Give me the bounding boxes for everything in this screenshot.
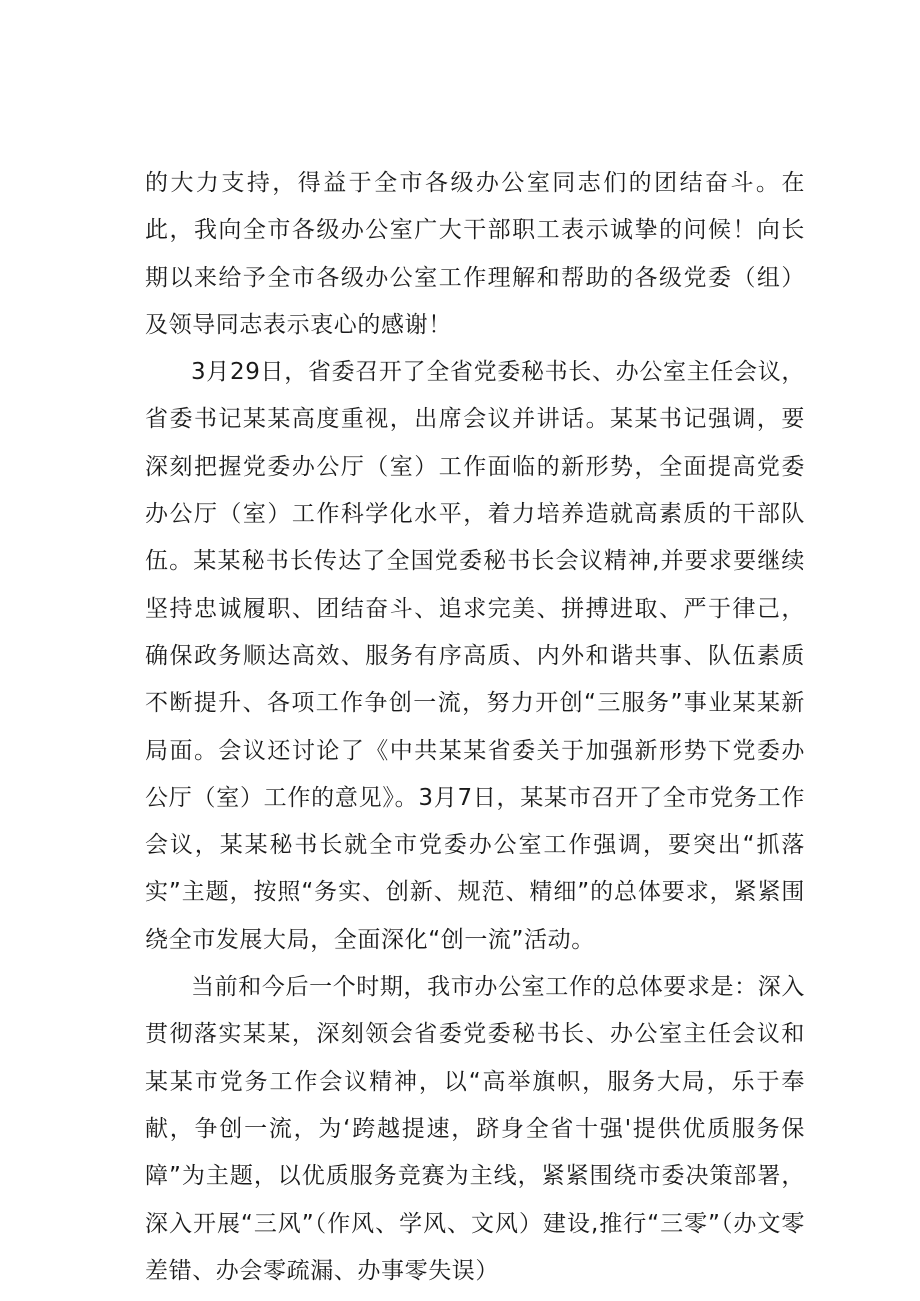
paragraph-2: 3月29日，省委召开了全省党委秘书长、办公室主任会议，省委书记某某高度重视，出席会议并讲话。某某书记强调，要深刻把握党委办公厅（室）工作面临的新形势，全面提高党委办公厅（室）工作科学化水平，着力培养造就高素质的干部队伍。某某秘书长传达了全国党委秘书长会议精神,并要求要继续坚持忠诚履职、团结奋斗、追求完美、拼搏进取、严于律己，确保政务顺达高效、服务有序高质、内外和谐共事、队伍素质不断提升、各项工作争创一流，努力开创“三服务”事业某某新局面。会议还讨论了《中共某某省委关于加强新形势下党委办公厅（室）工作的意见》。3月7日，某某市召开了全市党务工作会议，某某秘书长就全市党委办公室工作强调，要突出“抓落实”主题，按照“务实、创新、规范、精细”的总体要求，紧紧围绕全市发展大局，全面深化“创一流”活动。	[145, 359, 805, 953]
paragraph-1: 的大力支持，得益于全市各级办公室同志们的团结奋斗。在此，我向全市各级办公室广大干部职工表示诚挚的问候！向长期以来给予全市各级办公室工作理解和帮助的各级党委（组）及领导同志表示衷心的感谢！	[145, 170, 805, 338]
paragraph-3: 当前和今后一个时期，我市办公室工作的总体要求是：深入贯彻落实某某，深刻领会省委党委秘书长、办公室主任会议和某某市党务工作会议精神，以“高举旗帜，服务大局，乐于奉献，争创一流，为‘跨越提速，跻身全省十强'提供优质服务保障”为主题，以优质服务竞赛为主线，紧紧围绕市委决策部署，深入开展“三风”（作风、学风、文风）建设,推行“三零”（办文零差错、办会零疏漏、办事零失误）	[145, 974, 805, 1284]
document-body	[145, 160, 805, 1295]
